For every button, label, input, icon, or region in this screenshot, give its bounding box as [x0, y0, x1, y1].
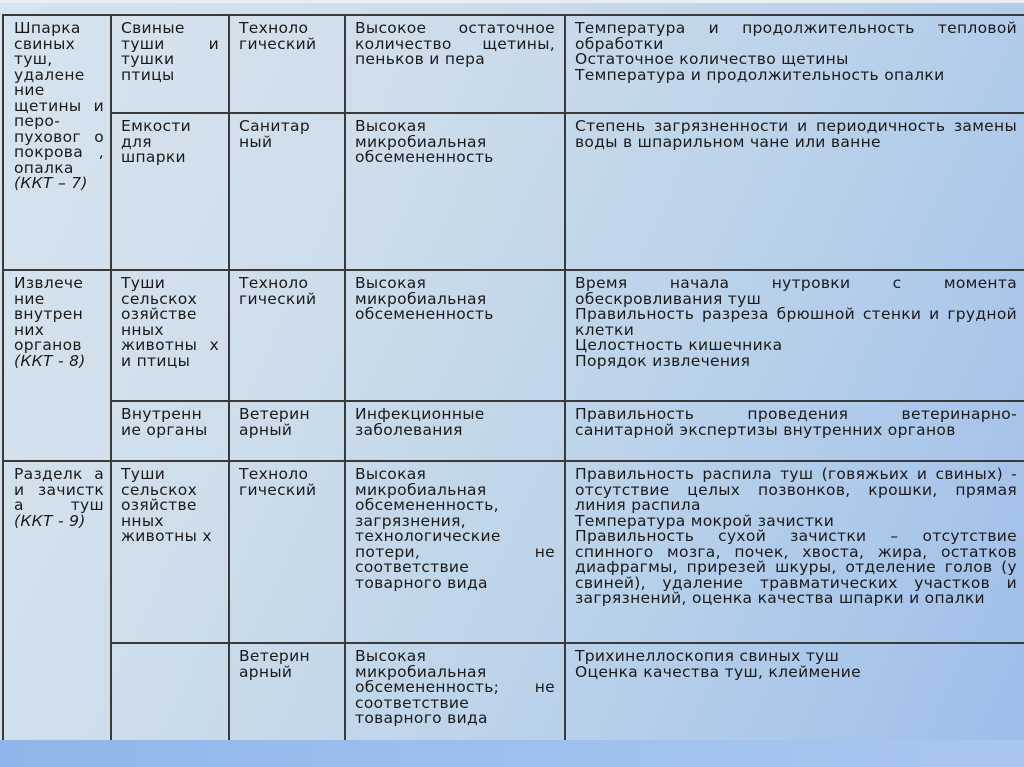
control-item: Оценка качества туш, клеймение [575, 662, 861, 681]
hazard-type-cell: Техноло гический [229, 461, 345, 643]
risk-cell: Высокое остаточное количество щетины, пеньков и пера [345, 15, 565, 113]
object-cell: Туши сельскох озяйстве нных животны х [111, 461, 229, 643]
control-item: Трихинеллоскопия свиных туш [575, 647, 840, 665]
control-item: Остаточное количество щетины [575, 50, 849, 68]
risk-cell: Высокая микробиальная обсемененность [345, 113, 565, 270]
stage-cell [3, 461, 111, 741]
hazard-type-cell: Ветерин арный [229, 401, 345, 461]
table-row [3, 401, 1024, 461]
hazard-type-cell: Техноло гический [229, 15, 345, 113]
object-cell: Туши сельскох озяйстве нных животны х и птицы [111, 270, 229, 401]
controls-cell [565, 15, 1024, 113]
risk-cell: Высокая микробиальная обсемененность, загрязнения, технологические потери, не соответствие товарного вида [345, 461, 565, 643]
control-item: Температура мокрой зачистки [575, 511, 835, 530]
slide-bottom-edge [0, 740, 1024, 767]
table-row [3, 643, 1024, 741]
risk-cell: Высокая микробиальная обсемененность; не соответствие товарного вида [345, 643, 565, 741]
hazard-type-cell: Техноло гический [229, 270, 345, 401]
control-item: Целостность кишечника [575, 336, 783, 354]
stage-cell [3, 270, 111, 461]
stage-cell [3, 15, 111, 270]
table-row [3, 461, 1024, 643]
slide-top-edge [0, 0, 1024, 3]
object-cell: Свиные туши и тушки птицы [111, 15, 229, 113]
object-cell: Внутренн ие органы [111, 401, 229, 461]
control-item: Порядок извлечения [575, 351, 751, 370]
control-item: Правильность сухой зачистки – отсутствие спинного мозга, почек, хвоста, жира, остатков диафрагмы, прирезей шкуры, отделение голов (у свиней), удаление травматических участков и загрязнений, оценка качества шпарки и опалки [575, 527, 1017, 607]
controls-cell [565, 401, 1024, 461]
control-item: Температура и продолжительность опалки [575, 65, 945, 84]
table-row [3, 113, 1024, 270]
control-item: Правильность проведения ветеринарно-санитарной экспертизы внутренних органов [575, 405, 1017, 439]
control-item: Степень загрязненности и периодичность замены воды в шпарильном чане или ванне [575, 117, 1017, 151]
kkt-label: (ККТ – 7) [14, 174, 88, 192]
hazard-type-cell: Санитар ный [229, 113, 345, 270]
control-item: Правильность распила туш (говяжьих и свиных) - отсутствие целых позвонков, крошки, прямая линия распила [575, 465, 1017, 514]
stage-name: Извлече ние внутрен них органов [14, 274, 84, 354]
hazard-type-cell: Ветерин арный [229, 643, 345, 741]
table-row [3, 15, 1024, 113]
control-item: Правильность разреза брюшной стенки и грудной клетки [575, 305, 1017, 339]
stage-name: Шпарка свиных туш, удалене ние щетины и перо-пуховог о покрова , опалка [14, 19, 104, 177]
risk-cell: Высокая микробиальная обсемененность [345, 270, 565, 401]
object-cell [111, 643, 229, 741]
controls-cell [565, 461, 1024, 643]
controls-cell [565, 113, 1024, 270]
haccp-table [2, 14, 1024, 742]
kkt-label: (ККТ - 9) [14, 511, 86, 530]
object-cell: Емкости для шпарки [111, 113, 229, 270]
kkt-label: (ККТ - 8) [14, 351, 86, 370]
controls-cell [565, 643, 1024, 741]
controls-cell [565, 270, 1024, 401]
control-item: Время начала нутровки с момента обескровливания туш [575, 274, 1017, 308]
table-row [3, 270, 1024, 401]
stage-name: Разделк а и зачистк а туш [14, 465, 104, 514]
risk-cell: Инфекционные заболевания [345, 401, 565, 461]
control-item: Температура и продолжительность тепловой обработки [575, 19, 1017, 53]
